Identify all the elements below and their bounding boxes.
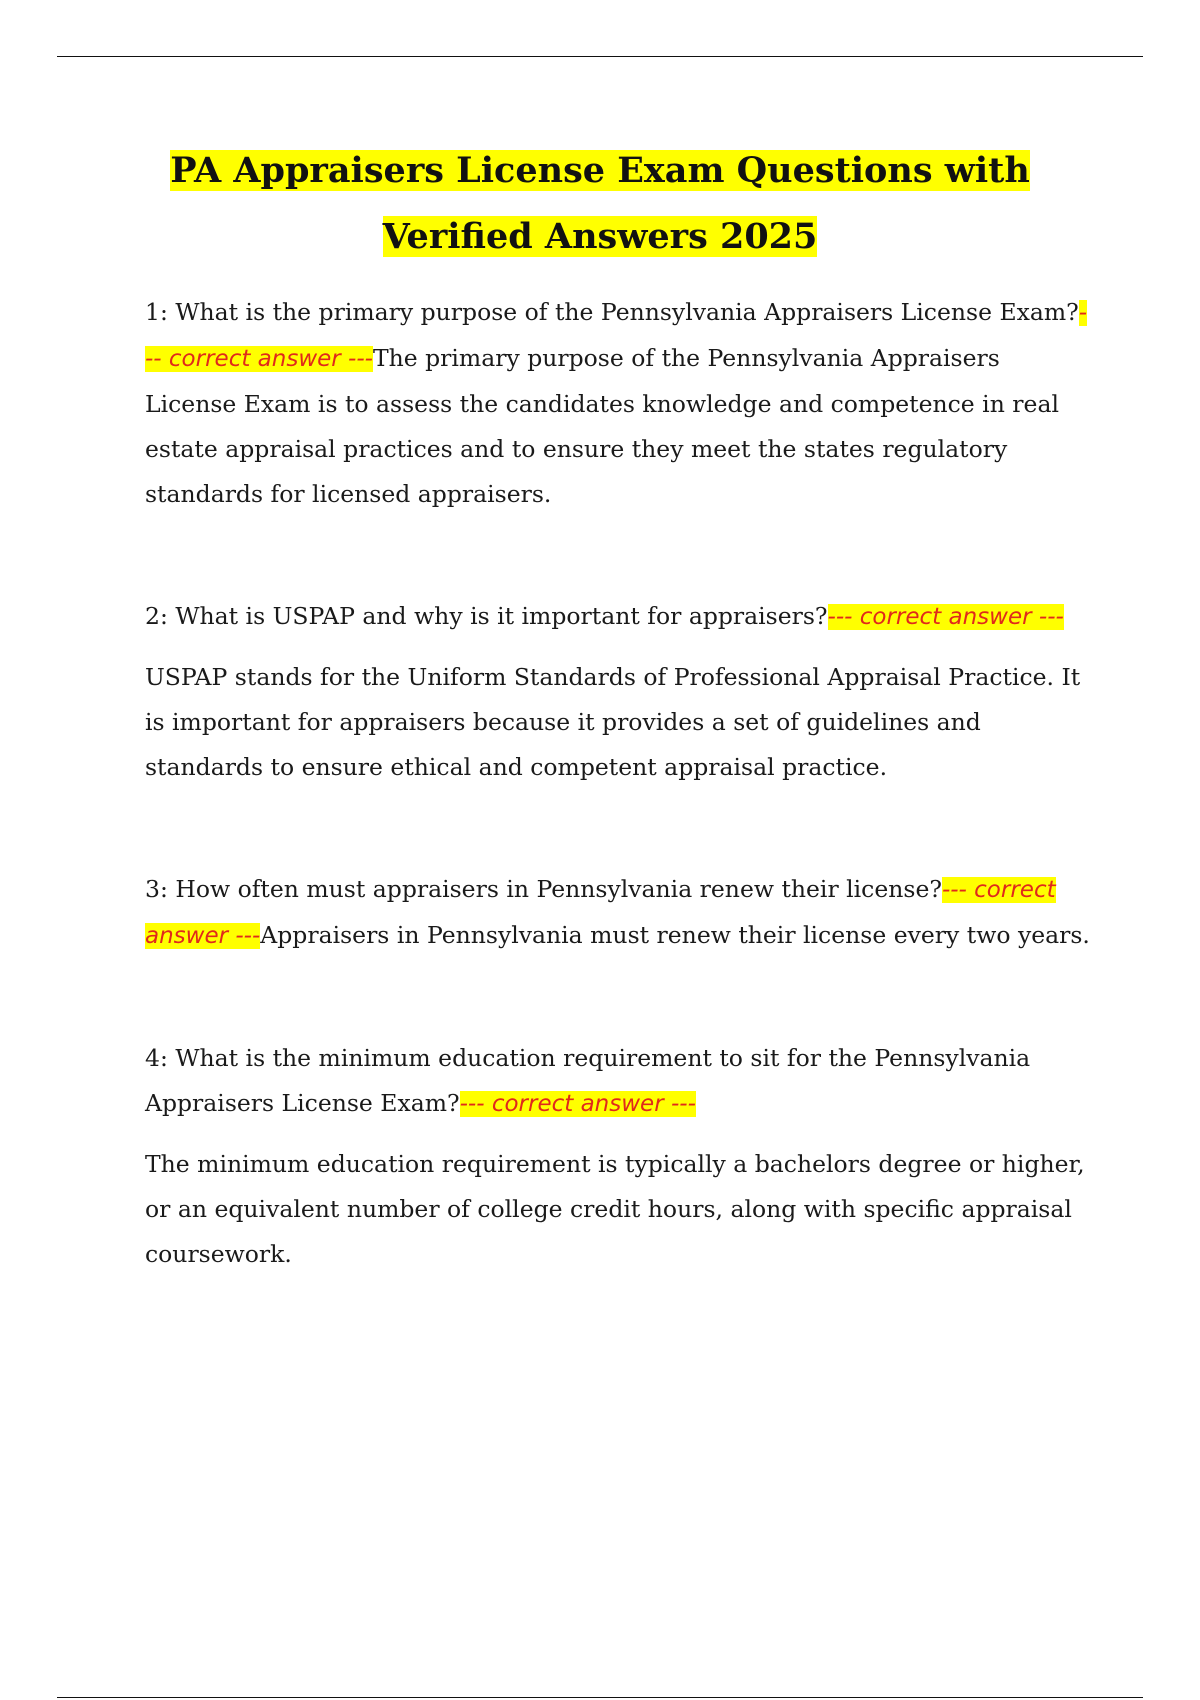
answer-1: The primary purpose of the Pennsylvania Appraisers License Exam is to assess the candidates knowledge and competence in real estate appraisal practices and to ensure they meet the states regulatory standards for licensed appraisers. bbox=[145, 344, 1059, 508]
bottom-rule bbox=[57, 1697, 1143, 1698]
answer-2: USPAP stands for the Uniform Standards of Professional Appraisal Practice. It is important for appraisers because it provides a set of guidelines and standards to ensure ethical and competent appraisal practice. bbox=[145, 663, 1081, 781]
answer-marker-3: --- correct answer --- bbox=[145, 877, 1056, 949]
qa-item-2 bbox=[145, 594, 1090, 640]
answer-marker-1: --- correct answer --- bbox=[145, 300, 1088, 372]
question-2: 2: What is USPAP and why is it important for appraisers? bbox=[145, 602, 828, 630]
answer-3: Appraisers in Pennsylvania must renew their license every two years. bbox=[260, 921, 1090, 949]
document-body bbox=[145, 290, 1090, 1277]
top-rule bbox=[57, 56, 1143, 57]
answer-4: The minimum education requirement is typically a bachelors degree or higher, or an equivalent number of college credit hours, along with specific appraisal coursework. bbox=[145, 1150, 1085, 1268]
question-1: 1: What is the primary purpose of the Pennsylvania Appraisers License Exam? bbox=[145, 298, 1079, 326]
qa-item-1 bbox=[145, 290, 1090, 517]
question-3: 3: How often must appraisers in Pennsylvania renew their license? bbox=[145, 875, 942, 903]
title-line-1: PA Appraisers License Exam Questions with bbox=[170, 150, 1030, 191]
qa-item-4 bbox=[145, 1036, 1090, 1127]
title-line-2: Verified Answers 2025 bbox=[382, 216, 818, 257]
answer-4-paragraph bbox=[145, 1142, 1090, 1277]
document-title bbox=[100, 138, 1100, 270]
qa-item-3 bbox=[145, 867, 1090, 959]
answer-marker-2: --- correct answer --- bbox=[827, 604, 1064, 630]
answer-2-paragraph bbox=[145, 655, 1090, 790]
answer-marker-4: --- correct answer --- bbox=[459, 1091, 696, 1117]
question-4: 4: What is the minimum education requirement to sit for the Pennsylvania Appraisers License Exam? bbox=[145, 1044, 1031, 1117]
